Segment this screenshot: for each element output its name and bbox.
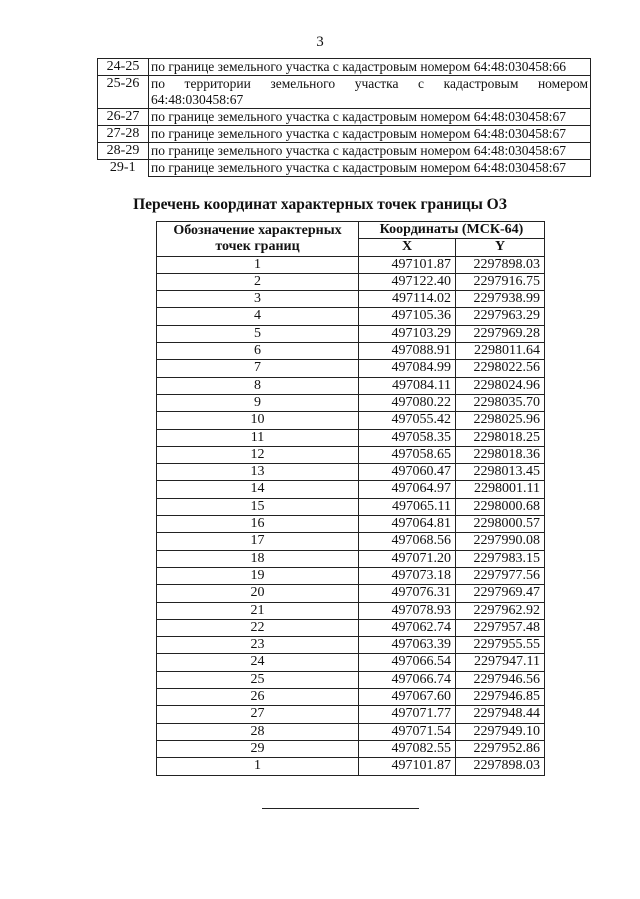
coordinate-row	[157, 325, 545, 342]
coordinate-row	[157, 533, 545, 550]
x-cell: 497101.87	[359, 256, 456, 273]
point-cell: 11	[157, 429, 359, 446]
point-cell: 15	[157, 498, 359, 515]
y-cell: 2297963.29	[456, 308, 545, 325]
point-cell: 22	[157, 619, 359, 636]
x-cell: 497065.11	[359, 498, 456, 515]
coordinate-row	[157, 689, 545, 706]
y-column-header: Y	[456, 239, 545, 256]
coordinate-row	[157, 637, 545, 654]
y-cell: 2298018.25	[456, 429, 545, 446]
boundary-segments-table	[97, 58, 591, 177]
point-cell: 7	[157, 360, 359, 377]
point-cell: 27	[157, 706, 359, 723]
x-cell: 497080.22	[359, 394, 456, 411]
point-cell: 10	[157, 412, 359, 429]
x-cell: 497071.20	[359, 550, 456, 567]
y-cell: 2297898.03	[456, 256, 545, 273]
y-cell: 2297947.11	[456, 654, 545, 671]
point-cell: 14	[157, 481, 359, 498]
coordinate-row	[157, 394, 545, 411]
y-cell: 2298022.56	[456, 360, 545, 377]
y-cell: 2298024.96	[456, 377, 545, 394]
y-cell: 2298000.68	[456, 498, 545, 515]
x-cell: 497088.91	[359, 343, 456, 360]
segment-description-line: 64:48:030458:67	[151, 92, 244, 107]
coordinate-row	[157, 550, 545, 567]
y-cell: 2297983.15	[456, 550, 545, 567]
coordinate-row	[157, 758, 545, 775]
point-cell: 24	[157, 654, 359, 671]
point-cell: 3	[157, 291, 359, 308]
segment-description-line: по границе земельного участка с кадастровым номером 64:48:030458:67	[151, 109, 567, 124]
coordinate-row	[157, 619, 545, 636]
point-cell: 12	[157, 446, 359, 463]
x-cell: 497055.42	[359, 412, 456, 429]
y-cell: 2297898.03	[456, 758, 545, 775]
x-cell: 497082.55	[359, 740, 456, 757]
segment-description-line: по границе земельного участка с кадастровым номером 64:48:030458:66	[151, 59, 567, 74]
coordinate-row	[157, 377, 545, 394]
x-cell: 497071.77	[359, 706, 456, 723]
x-cell: 497066.54	[359, 654, 456, 671]
x-cell: 497101.87	[359, 758, 456, 775]
coordinate-row	[157, 429, 545, 446]
point-cell: 6	[157, 343, 359, 360]
y-cell: 2297946.85	[456, 689, 545, 706]
coordinate-row	[157, 412, 545, 429]
segment-description	[149, 76, 591, 109]
x-cell: 497103.29	[359, 325, 456, 342]
segment-description	[149, 160, 591, 177]
coordinates-table	[156, 221, 545, 776]
coordinate-row	[157, 308, 545, 325]
y-cell: 2297962.92	[456, 602, 545, 619]
segment-description-line: по территории земельного участка с кадастровым номером	[151, 76, 588, 91]
point-cell: 1	[157, 758, 359, 775]
y-cell: 2298035.70	[456, 394, 545, 411]
coordinate-row	[157, 585, 545, 602]
segment-id: 25-26	[98, 76, 149, 109]
coordinate-row	[157, 516, 545, 533]
coordinate-row	[157, 706, 545, 723]
y-cell: 2297916.75	[456, 273, 545, 290]
point-cell: 20	[157, 585, 359, 602]
coordinate-row	[157, 654, 545, 671]
point-cell: 29	[157, 740, 359, 757]
x-cell: 497084.11	[359, 377, 456, 394]
y-cell: 2298018.36	[456, 446, 545, 463]
point-cell: 28	[157, 723, 359, 740]
point-cell: 18	[157, 550, 359, 567]
coordinate-row	[157, 464, 545, 481]
x-cell: 497071.54	[359, 723, 456, 740]
x-cell: 497122.40	[359, 273, 456, 290]
x-cell: 497066.74	[359, 671, 456, 688]
coordinate-row	[157, 671, 545, 688]
y-cell: 2297949.10	[456, 723, 545, 740]
x-cell: 497067.60	[359, 689, 456, 706]
x-cell: 497078.93	[359, 602, 456, 619]
segment-id: 24-25	[98, 59, 149, 76]
y-cell: 2298025.96	[456, 412, 545, 429]
point-cell: 2	[157, 273, 359, 290]
segments-table-body	[98, 59, 591, 177]
x-cell: 497058.35	[359, 429, 456, 446]
segment-row	[98, 126, 591, 143]
coordinate-row	[157, 602, 545, 619]
segment-row	[98, 59, 591, 76]
coordinate-row	[157, 740, 545, 757]
segment-description	[149, 109, 591, 126]
coords-column-header: Координаты (МСК-64)	[359, 222, 545, 239]
point-cell: 4	[157, 308, 359, 325]
segment-id: 28-29	[98, 143, 149, 160]
x-cell: 497064.81	[359, 516, 456, 533]
point-cell: 1	[157, 256, 359, 273]
x-cell: 497114.02	[359, 291, 456, 308]
segment-row	[98, 143, 591, 160]
y-cell: 2297955.55	[456, 637, 545, 654]
x-column-header: X	[359, 239, 456, 256]
y-cell: 2297946.56	[456, 671, 545, 688]
segment-description	[149, 59, 591, 76]
y-cell: 2297952.86	[456, 740, 545, 757]
x-cell: 497060.47	[359, 464, 456, 481]
coordinate-row	[157, 567, 545, 584]
coordinate-row	[157, 446, 545, 463]
x-cell: 497068.56	[359, 533, 456, 550]
coordinate-row	[157, 723, 545, 740]
y-cell: 2298013.45	[456, 464, 545, 481]
coordinate-row	[157, 256, 545, 273]
point-cell: 19	[157, 567, 359, 584]
coordinate-row	[157, 343, 545, 360]
segment-description-line: по границе земельного участка с кадастровым номером 64:48:030458:67	[151, 160, 567, 175]
y-cell: 2297977.56	[456, 567, 545, 584]
segment-row	[98, 160, 591, 177]
x-cell: 497076.31	[359, 585, 456, 602]
coordinate-row	[157, 273, 545, 290]
point-cell: 16	[157, 516, 359, 533]
point-cell: 13	[157, 464, 359, 481]
point-cell: 26	[157, 689, 359, 706]
x-cell: 497064.97	[359, 481, 456, 498]
coordinate-row	[157, 291, 545, 308]
coordinates-title: Перечень координат характерных точек границы ОЗ	[133, 196, 507, 213]
segment-row	[98, 109, 591, 126]
point-cell: 8	[157, 377, 359, 394]
coordinates-table-body	[157, 256, 545, 775]
point-cell: 23	[157, 637, 359, 654]
x-cell: 497062.74	[359, 619, 456, 636]
x-cell: 497063.39	[359, 637, 456, 654]
segment-id: 29-1	[98, 160, 149, 177]
segment-id: 26-27	[98, 109, 149, 126]
segment-description-line: по границе земельного участка с кадастровым номером 64:48:030458:67	[151, 126, 567, 141]
y-cell: 2297990.08	[456, 533, 545, 550]
point-cell: 5	[157, 325, 359, 342]
point-cell: 17	[157, 533, 359, 550]
y-cell: 2298000.57	[456, 516, 545, 533]
coordinate-row	[157, 360, 545, 377]
point-cell: 21	[157, 602, 359, 619]
point-cell: 9	[157, 394, 359, 411]
y-cell: 2297957.48	[456, 619, 545, 636]
segment-id: 27-28	[98, 126, 149, 143]
y-cell: 2298011.64	[456, 343, 545, 360]
x-cell: 497105.36	[359, 308, 456, 325]
page-number: 3	[316, 34, 324, 50]
y-cell: 2297948.44	[456, 706, 545, 723]
y-cell: 2297938.99	[456, 291, 545, 308]
segment-row	[98, 76, 591, 109]
segment-description-line: по границе земельного участка с кадастровым номером 64:48:030458:67	[151, 143, 567, 158]
segment-description	[149, 143, 591, 160]
segment-description	[149, 126, 591, 143]
x-cell: 497073.18	[359, 567, 456, 584]
coordinates-table-head	[157, 222, 545, 257]
x-cell: 497084.99	[359, 360, 456, 377]
y-cell: 2298001.11	[456, 481, 545, 498]
y-cell: 2297969.47	[456, 585, 545, 602]
coordinate-row	[157, 498, 545, 515]
signature-line	[262, 808, 419, 809]
y-cell: 2297969.28	[456, 325, 545, 342]
point-cell: 25	[157, 671, 359, 688]
coordinates-header-row	[157, 222, 545, 239]
coordinate-row	[157, 481, 545, 498]
x-cell: 497058.65	[359, 446, 456, 463]
point-column-header: Обозначение характерных точек границ	[157, 222, 359, 257]
